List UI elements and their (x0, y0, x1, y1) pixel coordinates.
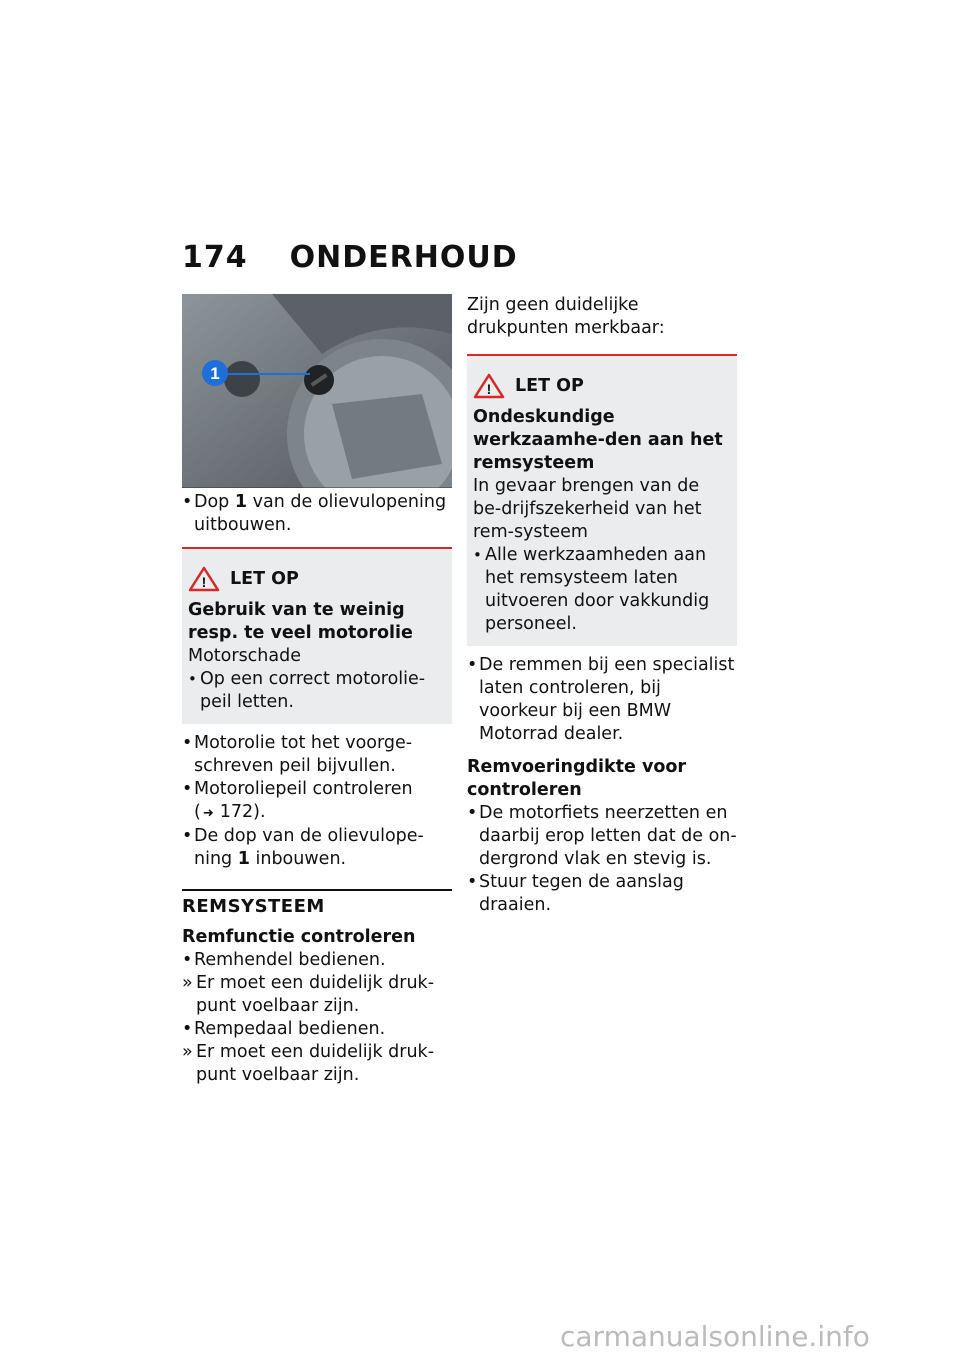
svg-text:!: ! (201, 574, 207, 590)
svg-text:!: ! (486, 381, 492, 397)
warning-triangle-icon (473, 373, 505, 399)
step-turn-handlebar: • Stuur tegen de aanslag draaien. (467, 871, 737, 917)
step-remove-cap (182, 491, 452, 537)
engine-illustration (182, 294, 452, 488)
step-fill-oil: • Motorolie tot het voorge-schreven peil bijvullen. (182, 732, 452, 778)
step-text: van de olievulopening uitbouwen. (194, 492, 447, 535)
list-item-result: » Er moet een duidelijk druk-punt voelbaar zijn. (182, 1041, 452, 1087)
warning-title-text: LET OP (515, 375, 584, 396)
brake-check-steps (182, 949, 452, 1087)
left-column (182, 294, 452, 1087)
warning-consequence: Motorschade (188, 646, 301, 666)
warning-action: • Alle werkzaamheden aan het remsysteem laten uitvoeren door vakkundig personeel. (473, 544, 729, 636)
section-title: REMSYSTEEM (182, 896, 325, 917)
warning-heading: Gebruik van te weinig resp. te veel motorolie (188, 600, 413, 643)
list-item: • Rempedaal bedienen. (182, 1018, 452, 1041)
step-check-oil: • Motoroliepeil controleren ( ➜ 172). (182, 778, 452, 825)
oil-filler-cap-photo (182, 294, 452, 488)
right-column (467, 294, 737, 917)
warning-title-text: LET OP (230, 568, 299, 589)
step-text: inbouwen. (255, 849, 347, 869)
page-number: 174 (182, 240, 248, 275)
callout-number: 1 (210, 364, 220, 383)
callout-ref: 1 (234, 492, 248, 512)
warning-box (182, 547, 452, 724)
warning-consequence: In gevaar brengen van de be-drijfszekerheid van het rem-systeem (473, 476, 702, 542)
warning-action: • Op een correct motorolie-peil letten. (188, 668, 444, 714)
warning-heading: Ondeskundige werkzaamhe-den aan het remsysteem (473, 407, 723, 473)
step-text: De dop van de olievulope-ning (194, 826, 424, 869)
step-text: Motoroliepeil controleren (194, 779, 413, 799)
list-item-result: » Er moet een duidelijk druk-punt voelbaar zijn. (182, 972, 452, 1018)
warning-title (473, 366, 729, 406)
callout-ref: 1 (237, 849, 250, 869)
section-divider (182, 889, 452, 918)
list-item: • Remhendel bedienen. (182, 949, 452, 972)
page-reference-arrow-icon: ➜ (202, 806, 214, 821)
intro-text: Zijn geen duidelijke drukpunten merkbaar: (467, 295, 665, 338)
step-specialist: • De remmen bij een specialist laten controleren, bij voorkeur bij een BMW Motorrad dealer. (467, 654, 737, 746)
watermark: carmanualsonline.info (560, 1320, 870, 1353)
step-park-bike: • De motorfiets neerzetten en daarbij erop letten dat de on-dergrond vlak en stevig is. (467, 802, 737, 871)
subsection-title: Remvoeringdikte voor controleren (467, 757, 687, 800)
page-reference: 172). (219, 802, 266, 822)
step-install-cap (182, 825, 452, 871)
step-text: Dop (194, 492, 230, 512)
warning-title (188, 559, 444, 599)
page-title: ONDERHOUD (289, 240, 518, 275)
warning-box (467, 354, 737, 646)
warning-triangle-icon (188, 566, 220, 592)
subsection-title: Remfunctie controleren (182, 927, 416, 947)
page-header (182, 240, 518, 275)
